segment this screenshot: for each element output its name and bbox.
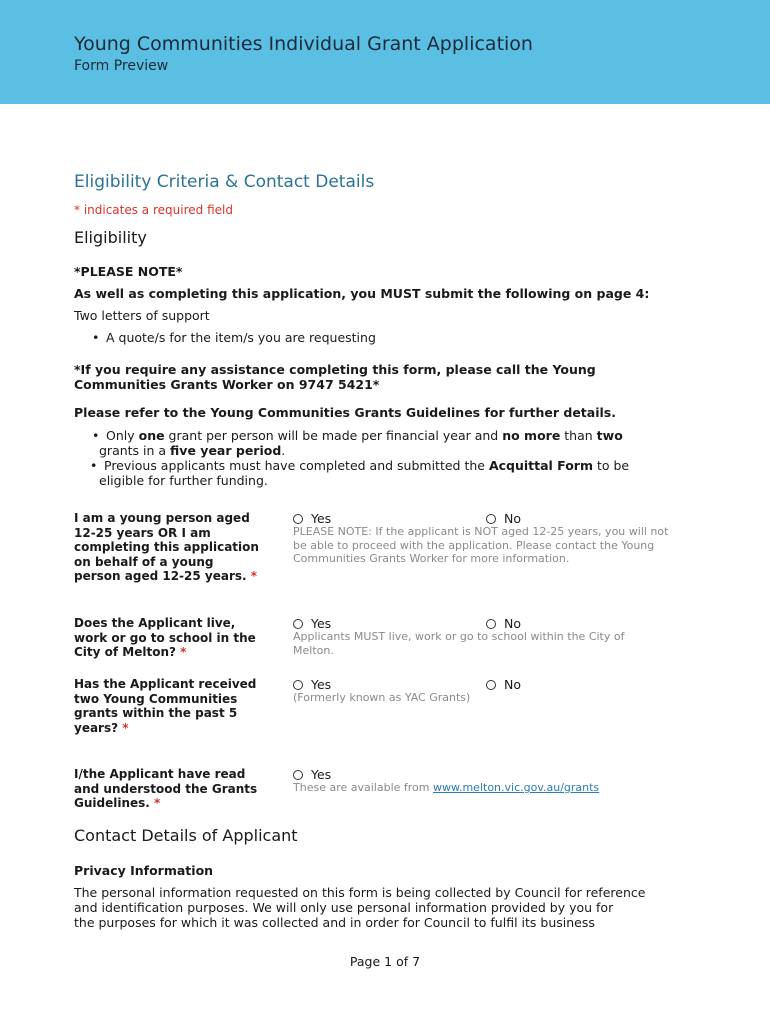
please-note-text: *PLEASE NOTE* — [74, 264, 183, 279]
assistance-text: *If you require any assistance completing this form, please call the Young Communities Grants Worker on 9747 5421* — [74, 362, 596, 392]
radio-circle-icon — [486, 680, 496, 690]
form-title: Young Communities Individual Grant Application — [74, 33, 533, 55]
list-item: • A quote/s for the item/s you are requesting — [92, 330, 376, 345]
guidelines-hint: These are available from www.melton.vic.gov.au/grants — [293, 781, 600, 794]
list-item: • Previous applicants must have completed and submitted the Acquittal Form to be eligible for further funding. — [90, 458, 629, 488]
privacy-heading: Privacy Information — [74, 863, 214, 878]
page-number: Page 1 of 7 — [349, 954, 421, 969]
privacy-body-text: The personal information requested on this form is being collected by Council for reference and identification purposes. We will only use personal information provided by you for the purposes for which it was collected and in order for Council to fulfil its business — [74, 885, 646, 930]
guidelines-yes-radio[interactable]: Yes — [293, 767, 331, 782]
previous-grants-yes-radio[interactable]: Yes — [293, 677, 331, 692]
radio-circle-icon — [486, 619, 496, 629]
residence-hint: Applicants MUST live, work or go to school within the City of Melton. — [293, 630, 625, 657]
two-letters-text: Two letters of support — [74, 308, 210, 323]
form-subtitle: Form Preview — [74, 58, 169, 74]
required-field-note: * indicates a required field — [74, 203, 233, 217]
age-no-radio[interactable]: No — [486, 511, 521, 526]
eligibility-heading: Eligibility — [74, 228, 147, 247]
section-title: Eligibility Criteria & Contact Details — [74, 172, 375, 192]
list-item: • Only one grant per person will be made per financial year and no more than two grants in a five year period. — [92, 428, 629, 458]
eligibility-rules-list — [92, 428, 629, 488]
refer-guidelines-text: Please refer to the Young Communities Grants Guidelines for further details. — [74, 405, 616, 420]
previous-grants-hint: (Formerly known as YAC Grants) — [293, 691, 471, 704]
question-residence-label: Does the Applicant live, work or go to school in the City of Melton? * — [74, 616, 256, 660]
requirements-list — [92, 330, 376, 345]
age-hint: PLEASE NOTE: If the applicant is NOT aged 12-25 years, you will not be able to proceed with the application. Please contact the Young Communities Grants Worker for more information. — [293, 525, 669, 566]
form-header — [0, 0, 770, 104]
question-previous-grants-label: Has the Applicant received two Young Communities grants within the past 5 years? * — [74, 677, 257, 735]
residence-yes-radio[interactable]: Yes — [293, 616, 331, 631]
contact-details-heading: Contact Details of Applicant — [74, 826, 298, 845]
must-submit-text: As well as completing this application, you MUST submit the following on page 4: — [74, 286, 650, 301]
question-guidelines-label: I/the Applicant have read and understood the Grants Guidelines. * — [74, 767, 258, 811]
radio-circle-icon — [293, 770, 303, 780]
previous-grants-no-radio[interactable]: No — [486, 677, 521, 692]
radio-circle-icon — [293, 514, 303, 524]
age-yes-radio[interactable]: Yes — [293, 511, 331, 526]
guidelines-link[interactable]: www.melton.vic.gov.au/grants — [432, 781, 600, 794]
radio-circle-icon — [486, 514, 496, 524]
question-age-label: I am a young person aged 12-25 years OR I am completing this application on behalf of a young person aged 12-25 years. * — [74, 511, 259, 584]
residence-no-radio[interactable]: No — [486, 616, 521, 631]
radio-circle-icon — [293, 619, 303, 629]
radio-circle-icon — [293, 680, 303, 690]
